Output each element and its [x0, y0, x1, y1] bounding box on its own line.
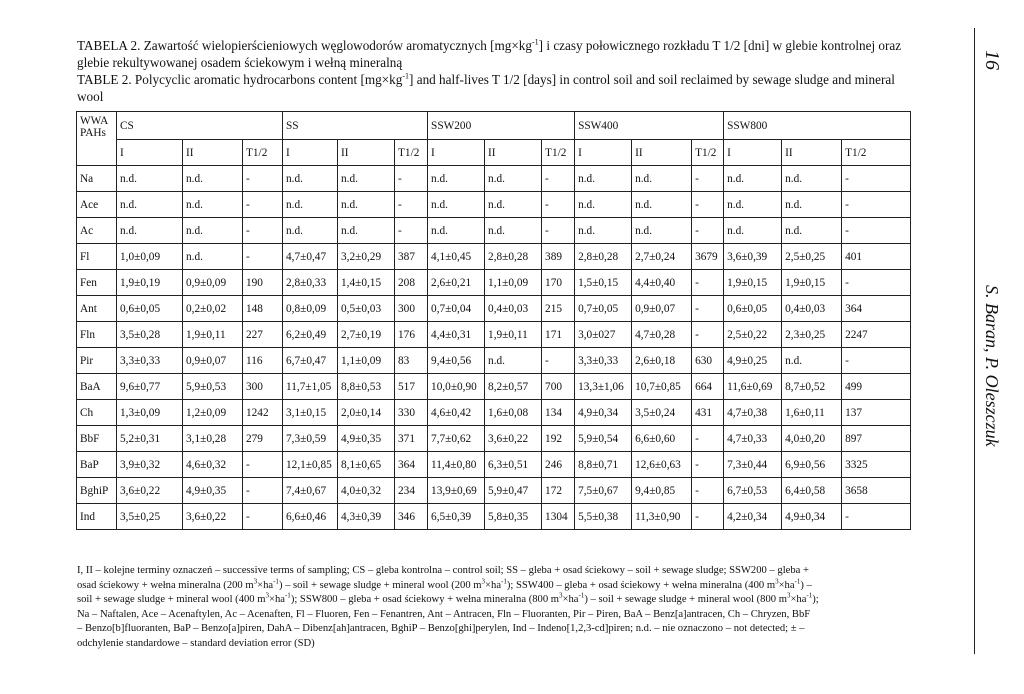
- value-cell: 11,7±1,05: [283, 374, 338, 400]
- value-cell: 3,9±0,32: [117, 452, 183, 478]
- value-cell: 431: [692, 400, 724, 426]
- value-cell: 1,9±0,19: [117, 270, 183, 296]
- value-cell: -: [542, 218, 575, 244]
- compound-name-cell: Fen: [77, 270, 117, 296]
- value-cell: -: [692, 270, 724, 296]
- value-cell: 371: [395, 426, 428, 452]
- compound-name-cell: Pir: [77, 348, 117, 374]
- value-cell: 172: [542, 478, 575, 504]
- value-cell: 4,2±0,34: [724, 504, 782, 530]
- value-cell: 4,0±0,20: [782, 426, 842, 452]
- value-cell: n.d.: [283, 166, 338, 192]
- value-cell: 8,2±0,57: [485, 374, 542, 400]
- value-cell: 148: [243, 296, 283, 322]
- value-cell: 116: [243, 348, 283, 374]
- group-header-ss: SS: [283, 112, 428, 140]
- value-cell: 1,6±0,08: [485, 400, 542, 426]
- value-cell: -: [395, 218, 428, 244]
- value-cell: -: [542, 348, 575, 374]
- subheader-cell: I: [428, 140, 485, 166]
- value-cell: 2247: [842, 322, 911, 348]
- value-cell: 401: [842, 244, 911, 270]
- value-cell: 2,5±0,25: [782, 244, 842, 270]
- value-cell: n.d.: [632, 192, 692, 218]
- value-cell: 6,6±0,46: [283, 504, 338, 530]
- value-cell: 8,8±0,71: [575, 452, 632, 478]
- value-cell: 1,9±0,11: [485, 322, 542, 348]
- value-cell: n.d.: [183, 166, 243, 192]
- value-cell: 4,4±0,40: [632, 270, 692, 296]
- value-cell: -: [243, 218, 283, 244]
- subheader-cell: T1/2: [395, 140, 428, 166]
- value-cell: 6,4±0,58: [782, 478, 842, 504]
- compound-name-cell: Ind: [77, 504, 117, 530]
- value-cell: 4,3±0,39: [338, 504, 395, 530]
- value-cell: 6,6±0,60: [632, 426, 692, 452]
- caption-polish: TABELA 2. Zawartość wielopierścieniowych węglowodorów aromatycznych $[mg\times kg^{-1}]$ i czasy połowicznego rozkładu T 1/2 [dni] w glebie kontrolnej oraz glebie rekultywowanej osadem ściekowym i wełną mineralną: [77, 37, 902, 70]
- value-cell: 389: [542, 244, 575, 270]
- page-number: 16: [981, 50, 1003, 70]
- value-cell: 4,0±0,32: [338, 478, 395, 504]
- value-cell: n.d.: [283, 218, 338, 244]
- group-header-cs: CS: [117, 112, 283, 140]
- value-cell: -: [692, 504, 724, 530]
- value-cell: n.d.: [183, 244, 243, 270]
- value-cell: n.d.: [117, 192, 183, 218]
- value-cell: -: [842, 166, 911, 192]
- value-cell: -: [692, 296, 724, 322]
- value-cell: -: [692, 478, 724, 504]
- subheader-cell: T1/2: [243, 140, 283, 166]
- value-cell: 8,8±0,53: [338, 374, 395, 400]
- value-cell: -: [692, 218, 724, 244]
- compound-name-cell: Ace: [77, 192, 117, 218]
- value-cell: -: [243, 478, 283, 504]
- value-cell: n.d.: [575, 192, 632, 218]
- subheader-cell: II: [632, 140, 692, 166]
- value-cell: 664: [692, 374, 724, 400]
- value-cell: n.d.: [782, 166, 842, 192]
- value-cell: 3,3±0,33: [575, 348, 632, 374]
- subheader-cell: II: [782, 140, 842, 166]
- subheader-cell: II: [338, 140, 395, 166]
- value-cell: 0,6±0,05: [724, 296, 782, 322]
- group-header-ssw800: SSW800: [724, 112, 911, 140]
- value-cell: -: [243, 166, 283, 192]
- value-cell: n.d.: [724, 218, 782, 244]
- value-cell: 134: [542, 400, 575, 426]
- value-cell: n.d.: [724, 166, 782, 192]
- value-cell: 4,1±0,45: [428, 244, 485, 270]
- value-cell: 0,9±0,09: [183, 270, 243, 296]
- value-cell: 10,0±0,90: [428, 374, 485, 400]
- value-cell: -: [842, 218, 911, 244]
- value-cell: 7,3±0,44: [724, 452, 782, 478]
- value-cell: n.d.: [485, 166, 542, 192]
- value-cell: 234: [395, 478, 428, 504]
- value-cell: 9,6±0,77: [117, 374, 183, 400]
- table-row: [77, 166, 911, 192]
- subheader-cell: II: [485, 140, 542, 166]
- value-cell: 1,1±0,09: [338, 348, 395, 374]
- compound-name-cell: BbF: [77, 426, 117, 452]
- value-cell: 3,5±0,24: [632, 400, 692, 426]
- compound-name-cell: Ac: [77, 218, 117, 244]
- value-cell: 5,2±0,31: [117, 426, 183, 452]
- caption-english: TABLE 2. Polycyclic aromatic hydrocarbons content $[mg\times kg^{-1}]$ and half-lives T 1/2 [days] in control soil and soil reclaimed by sewage sludge and mineral wool: [77, 71, 895, 104]
- value-cell: -: [243, 192, 283, 218]
- value-cell: 11,6±0,69: [724, 374, 782, 400]
- value-cell: 4,9±0,35: [183, 478, 243, 504]
- value-cell: 5,9±0,54: [575, 426, 632, 452]
- value-cell: 6,9±0,56: [782, 452, 842, 478]
- value-cell: 630: [692, 348, 724, 374]
- value-cell: 1,2±0,09: [183, 400, 243, 426]
- value-cell: 4,7±0,38: [724, 400, 782, 426]
- subheader-cell: I: [575, 140, 632, 166]
- value-cell: 12,1±0,85: [283, 452, 338, 478]
- value-cell: 3,3±0,33: [117, 348, 183, 374]
- value-cell: 7,3±0,59: [283, 426, 338, 452]
- value-cell: 1242: [243, 400, 283, 426]
- table-row: [77, 426, 911, 452]
- value-cell: 190: [243, 270, 283, 296]
- value-cell: 364: [395, 452, 428, 478]
- compound-name-cell: BaA: [77, 374, 117, 400]
- value-cell: -: [842, 192, 911, 218]
- value-cell: 0,9±0,07: [632, 296, 692, 322]
- value-cell: n.d.: [485, 348, 542, 374]
- value-cell: 4,9±0,25: [724, 348, 782, 374]
- value-cell: -: [842, 270, 911, 296]
- table-row: [77, 348, 911, 374]
- value-cell: 176: [395, 322, 428, 348]
- value-cell: n.d.: [575, 218, 632, 244]
- value-cell: 3,2±0,29: [338, 244, 395, 270]
- value-cell: 3,5±0,28: [117, 322, 183, 348]
- value-cell: 4,9±0,34: [575, 400, 632, 426]
- compound-name-cell: Na: [77, 166, 117, 192]
- value-cell: n.d.: [724, 192, 782, 218]
- value-cell: n.d.: [575, 166, 632, 192]
- compound-name-cell: BaP: [77, 452, 117, 478]
- value-cell: 8,1±0,65: [338, 452, 395, 478]
- value-cell: n.d.: [485, 218, 542, 244]
- value-cell: 330: [395, 400, 428, 426]
- compound-name-cell: BghiP: [77, 478, 117, 504]
- value-cell: 6,2±0,49: [283, 322, 338, 348]
- value-cell: 7,7±0,62: [428, 426, 485, 452]
- value-cell: 3,6±0,22: [485, 426, 542, 452]
- value-cell: 2,0±0,14: [338, 400, 395, 426]
- value-cell: 3,1±0,15: [283, 400, 338, 426]
- value-cell: 1,6±0,11: [782, 400, 842, 426]
- value-cell: 215: [542, 296, 575, 322]
- value-cell: 0,9±0,07: [183, 348, 243, 374]
- value-cell: -: [542, 166, 575, 192]
- value-cell: 6,7±0,47: [283, 348, 338, 374]
- value-cell: 2,8±0,28: [575, 244, 632, 270]
- value-cell: 346: [395, 504, 428, 530]
- value-cell: 279: [243, 426, 283, 452]
- value-cell: 4,9±0,34: [782, 504, 842, 530]
- subheader-cell: I: [283, 140, 338, 166]
- value-cell: -: [692, 426, 724, 452]
- value-cell: n.d.: [117, 218, 183, 244]
- value-cell: 0,7±0,04: [428, 296, 485, 322]
- value-cell: -: [692, 192, 724, 218]
- subheader-cell: T1/2: [692, 140, 724, 166]
- value-cell: 2,3±0,25: [782, 322, 842, 348]
- pah-table: [76, 111, 911, 530]
- value-cell: 5,5±0,38: [575, 504, 632, 530]
- table-row: [77, 192, 911, 218]
- value-cell: 5,9±0,53: [183, 374, 243, 400]
- value-cell: -: [395, 166, 428, 192]
- table-body: [77, 166, 911, 530]
- value-cell: -: [243, 244, 283, 270]
- value-cell: 4,7±0,28: [632, 322, 692, 348]
- value-cell: 170: [542, 270, 575, 296]
- subheader-cell: II: [183, 140, 243, 166]
- value-cell: 4,9±0,35: [338, 426, 395, 452]
- compound-name-cell: Ant: [77, 296, 117, 322]
- table-row: [77, 244, 911, 270]
- value-cell: 0,5±0,03: [338, 296, 395, 322]
- value-cell: 4,7±0,47: [283, 244, 338, 270]
- value-cell: -: [692, 322, 724, 348]
- value-cell: 171: [542, 322, 575, 348]
- value-cell: 7,4±0,67: [283, 478, 338, 504]
- value-cell: 0,7±0,05: [575, 296, 632, 322]
- value-cell: 0,8±0,09: [283, 296, 338, 322]
- value-cell: 0,2±0,02: [183, 296, 243, 322]
- value-cell: 6,3±0,51: [485, 452, 542, 478]
- value-cell: n.d.: [632, 166, 692, 192]
- value-cell: -: [842, 348, 911, 374]
- value-cell: 0,4±0,03: [485, 296, 542, 322]
- value-cell: 4,4±0,31: [428, 322, 485, 348]
- value-cell: 897: [842, 426, 911, 452]
- subheader-cell: T1/2: [842, 140, 911, 166]
- value-cell: 1,9±0,15: [782, 270, 842, 296]
- value-cell: 227: [243, 322, 283, 348]
- value-cell: n.d.: [782, 192, 842, 218]
- value-cell: n.d.: [428, 192, 485, 218]
- value-cell: -: [692, 166, 724, 192]
- table-row: [77, 322, 911, 348]
- value-cell: 3679: [692, 244, 724, 270]
- corner-header: WWA PAHs: [77, 112, 117, 166]
- subheader-cell: I: [724, 140, 782, 166]
- table-footnote: I, II – kolejne terminy oznaczeń – successive terms of sampling; CS – gleba kontrolna – control soil; SS – gleba + osad ściekowy – soil + sewage sludge; SSW200 – gleba + osad ściekowy + wełna mineralna (200 $m^3\times ha^{-1}$) – soil + sewage sludge + mineral wool (200 $m^3\times ha^{-1}$); SSW400 – gleba + osad ściekowy + wełna mineralna (400 $m^3\times ha^{-1}$) – soil + sewage sludge + mineral wool (400 $m^3\times ha^{-1}$); SSW800 – gleba + osad ściekowy + wełna mineralna (800 $m^3\times ha^{-1}$) – soil + sewage sludge + mineral wool (800 $m^3\times ha^{-1}$); Na – Naftalen, Ace – Acenaftylen, Ac – Acenaften, Fl – Fluoren, Fen – Fenantren, Ant – Antracen, Fln – Fluoranten, Pir – Piren, BaA – Benz[a]antracen, Ch – Chryzen, BbF – Benzo[b]fluoranten, BaP – Benzo[a]piren, DahA – Dibenz[ah]antracen, BghiP – Benzo[ghi]perylen, Ind – Indeno[1,2,3-cd]piren; n.d. – nie oznaczono – not detected; ± – odchylenie standardowe – standard deviation error (SD): [77, 565, 819, 649]
- table-row: [77, 452, 911, 478]
- value-cell: 3,0±027: [575, 322, 632, 348]
- value-cell: 700: [542, 374, 575, 400]
- value-cell: 387: [395, 244, 428, 270]
- value-cell: 300: [395, 296, 428, 322]
- value-cell: 3,6±0,22: [183, 504, 243, 530]
- value-cell: -: [542, 192, 575, 218]
- value-cell: 2,7±0,19: [338, 322, 395, 348]
- value-cell: 2,8±0,28: [485, 244, 542, 270]
- value-cell: 246: [542, 452, 575, 478]
- value-cell: 7,5±0,67: [575, 478, 632, 504]
- subheader-row: [77, 140, 911, 166]
- value-cell: n.d.: [338, 166, 395, 192]
- value-cell: -: [395, 192, 428, 218]
- value-cell: n.d.: [632, 218, 692, 244]
- group-header-ssw200: SSW200: [428, 112, 575, 140]
- table-row: [77, 374, 911, 400]
- compound-name-cell: Fl: [77, 244, 117, 270]
- value-cell: 6,5±0,39: [428, 504, 485, 530]
- value-cell: n.d.: [283, 192, 338, 218]
- value-cell: 1,3±0,09: [117, 400, 183, 426]
- value-cell: 1,0±0,09: [117, 244, 183, 270]
- value-cell: 137: [842, 400, 911, 426]
- value-cell: 5,9±0,47: [485, 478, 542, 504]
- value-cell: 3,1±0,28: [183, 426, 243, 452]
- value-cell: 1,9±0,15: [724, 270, 782, 296]
- value-cell: 1304: [542, 504, 575, 530]
- value-cell: n.d.: [183, 218, 243, 244]
- value-cell: 3325: [842, 452, 911, 478]
- value-cell: -: [692, 452, 724, 478]
- value-cell: n.d.: [338, 218, 395, 244]
- compound-name-cell: Ch: [77, 400, 117, 426]
- value-cell: n.d.: [782, 348, 842, 374]
- value-cell: 12,6±0,63: [632, 452, 692, 478]
- table-row: [77, 478, 911, 504]
- value-cell: 1,4±0,15: [338, 270, 395, 296]
- value-cell: 499: [842, 374, 911, 400]
- table-caption: [77, 37, 917, 105]
- subheader-cell: I: [117, 140, 183, 166]
- value-cell: 2,7±0,24: [632, 244, 692, 270]
- value-cell: 364: [842, 296, 911, 322]
- table-row: [77, 504, 911, 530]
- value-cell: 0,4±0,03: [782, 296, 842, 322]
- value-cell: 517: [395, 374, 428, 400]
- margin-rule: [974, 28, 975, 654]
- value-cell: -: [243, 452, 283, 478]
- value-cell: 2,6±0,21: [428, 270, 485, 296]
- value-cell: 300: [243, 374, 283, 400]
- group-header-row: [77, 112, 911, 140]
- subheader-cell: T1/2: [542, 140, 575, 166]
- value-cell: 9,4±0,85: [632, 478, 692, 504]
- value-cell: 0,6±0,05: [117, 296, 183, 322]
- value-cell: -: [842, 504, 911, 530]
- value-cell: 4,6±0,42: [428, 400, 485, 426]
- value-cell: 3658: [842, 478, 911, 504]
- group-header-ssw400: SSW400: [575, 112, 724, 140]
- value-cell: 2,6±0,18: [632, 348, 692, 374]
- value-cell: 13,3±1,06: [575, 374, 632, 400]
- value-cell: 2,8±0,33: [283, 270, 338, 296]
- value-cell: 13,9±0,69: [428, 478, 485, 504]
- value-cell: 4,6±0,32: [183, 452, 243, 478]
- value-cell: 208: [395, 270, 428, 296]
- value-cell: 11,3±0,90: [632, 504, 692, 530]
- running-head: S. Baran, P. Oleszczuk: [982, 285, 1002, 447]
- value-cell: 5,8±0,35: [485, 504, 542, 530]
- value-cell: 4,7±0,33: [724, 426, 782, 452]
- value-cell: 9,4±0,56: [428, 348, 485, 374]
- value-cell: 6,7±0,53: [724, 478, 782, 504]
- value-cell: n.d.: [428, 218, 485, 244]
- value-cell: 10,7±0,85: [632, 374, 692, 400]
- value-cell: 3,6±0,22: [117, 478, 183, 504]
- value-cell: 11,4±0,80: [428, 452, 485, 478]
- value-cell: 2,5±0,22: [724, 322, 782, 348]
- table-row: [77, 296, 911, 322]
- value-cell: n.d.: [428, 166, 485, 192]
- value-cell: -: [243, 504, 283, 530]
- value-cell: n.d.: [485, 192, 542, 218]
- table-row: [77, 400, 911, 426]
- table-row: [77, 218, 911, 244]
- value-cell: n.d.: [338, 192, 395, 218]
- compound-name-cell: Fln: [77, 322, 117, 348]
- value-cell: 3,6±0,39: [724, 244, 782, 270]
- value-cell: n.d.: [782, 218, 842, 244]
- value-cell: 1,9±0,11: [183, 322, 243, 348]
- value-cell: 3,5±0,25: [117, 504, 183, 530]
- value-cell: 8,7±0,52: [782, 374, 842, 400]
- value-cell: 192: [542, 426, 575, 452]
- value-cell: 1,5±0,15: [575, 270, 632, 296]
- value-cell: 1,1±0,09: [485, 270, 542, 296]
- value-cell: n.d.: [183, 192, 243, 218]
- value-cell: 83: [395, 348, 428, 374]
- value-cell: n.d.: [117, 166, 183, 192]
- table-row: [77, 270, 911, 296]
